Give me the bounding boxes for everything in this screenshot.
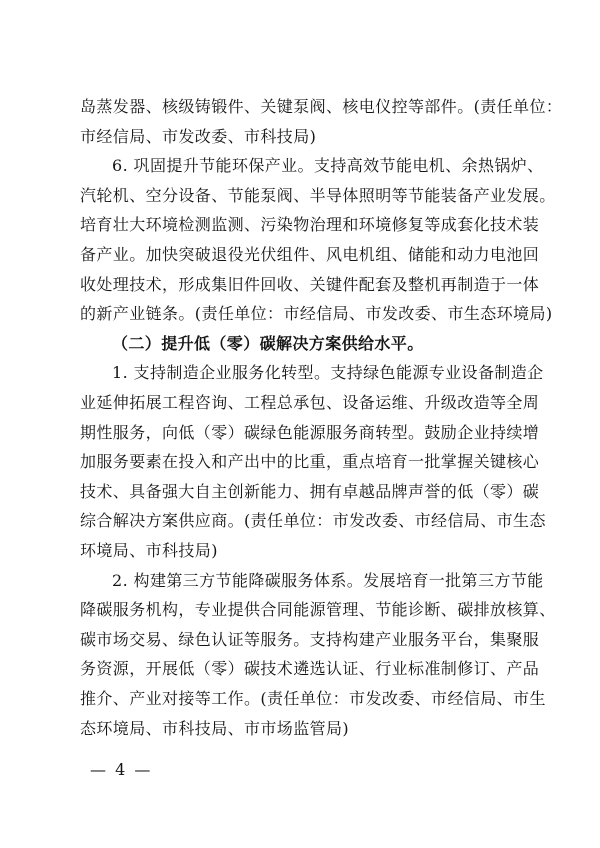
body-text-line: 2. 构建第三方节能降碳服务体系。发展培育一批第三方节能 xyxy=(112,570,544,590)
body-text-line: 加服务要素在投入和产出中的比重，重点培育一批掌握关键核心 xyxy=(80,452,540,472)
body-text-line: 岛蒸发器、核级铸锻件、关键泵阀、核电仪控等部件。(责任单位： xyxy=(80,97,563,116)
body-text-line: 的新产业链条。(责任单位：市经信局、市发改委、市生态环境局) xyxy=(80,304,553,324)
section-heading: （二）提升低（零）碳解决方案供给水平。 xyxy=(112,333,424,353)
body-text-line: 6. 巩固提升节能环保产业。支持高效节能电机、余热锅炉、 xyxy=(112,156,544,176)
body-text-line: 期性服务，向低（零）碳绿色能源服务商转型。鼓励企业持续增 xyxy=(80,422,540,442)
body-text-line: 培育壮大环境检测监测、污染物治理和环境修复等成套化技术装 xyxy=(80,215,540,235)
body-text-line: 汽轮机、空分设备、节能泵阀、半导体照明等节能装备产业发展。 xyxy=(80,185,556,205)
body-text-line: 收处理技术，形成集旧件回收、关键件配套及整机再制造于一体 xyxy=(80,274,540,294)
body-text-line: 降碳服务机构，专业提供合同能源管理、节能诊断、碳排放核算、 xyxy=(80,600,556,620)
body-text-line: 务资源，开展低（零）碳技术遴选认证、行业标准制修订、产品 xyxy=(80,659,540,679)
body-text-line: 技术、具备强大自主创新能力、拥有卓越品牌声誉的低（零）碳 xyxy=(80,481,540,501)
body-text-line: 综合解决方案供应商。(责任单位：市发改委、市经信局、市生态 xyxy=(80,511,546,531)
body-text-line: 业延伸拓展工程咨询、工程总承包、设备运维、升级改造等全周 xyxy=(80,393,540,412)
body-text-line: 态环境局、市科技局、市市场监管局) xyxy=(80,718,350,738)
body-text-line: 推介、产业对接等工作。(责任单位：市发改委、市经信局、市生 xyxy=(80,689,546,708)
body-text-line: 1. 支持制造企业服务化转型。支持绿色能源专业设备制造企 xyxy=(112,363,544,383)
body-text-line: 备产业。加快突破退役光伏组件、风电机组、储能和动力电池回 xyxy=(80,245,540,264)
body-text-line: 碳市场交易、绿色认证等服务。支持构建产业服务平台，集聚服 xyxy=(80,629,540,649)
body-text-line: 市经信局、市发改委、市科技局) xyxy=(80,126,317,146)
body-text-line: 环境局、市科技局) xyxy=(80,541,218,560)
page-number: — 4 — xyxy=(90,760,153,779)
